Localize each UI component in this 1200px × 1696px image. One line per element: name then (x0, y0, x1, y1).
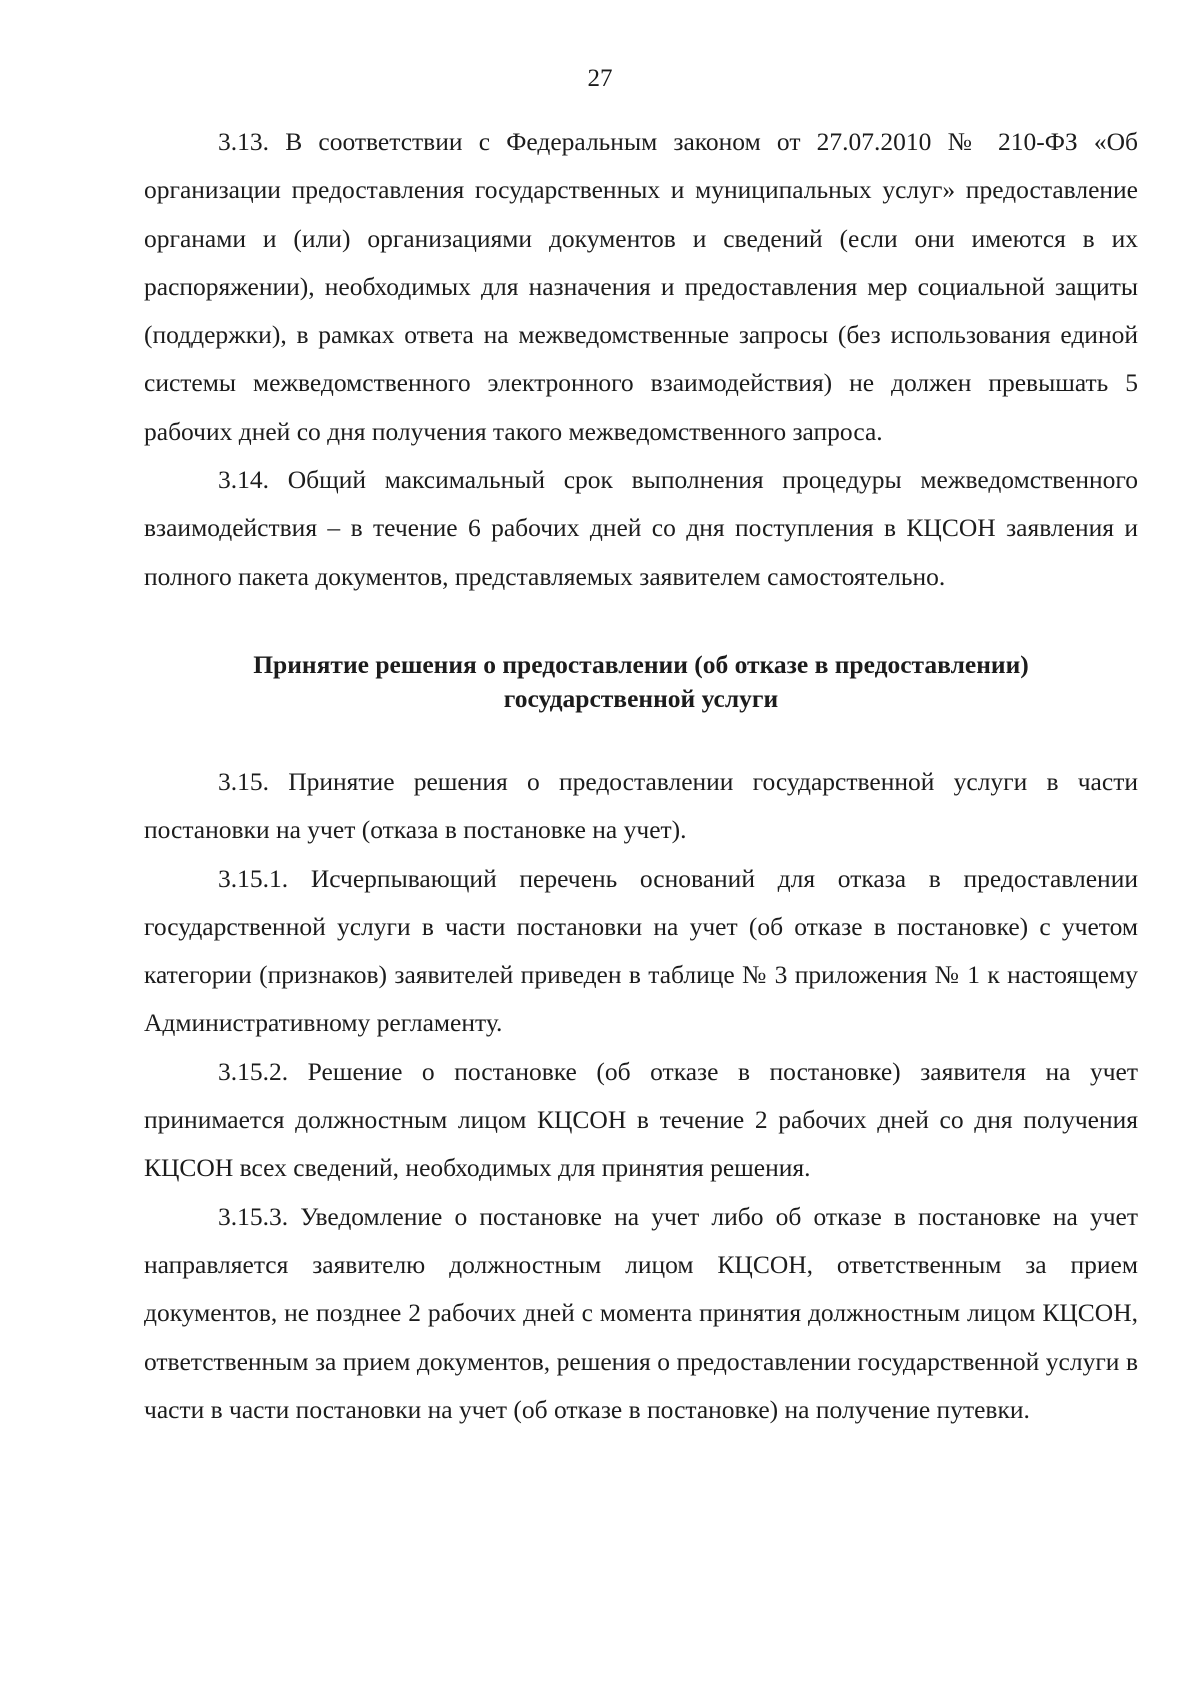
section-heading (144, 648, 1138, 716)
paragraph-3-14: 3.14. Общий максимальный срок выполнения процедуры межведомственного взаимодействия – в течение 6 рабочих дней со дня поступления в КЦСОН заявления и полного пакета документов, представляемых заявителем самостоятельно. (144, 465, 1138, 591)
paragraph-3-15-3: 3.15.3. Уведомление о постановке на учет либо об отказе в постановке на учет направляется заявителю должностным лицом КЦСОН, ответственным за прием документов, не позднее 2 рабочих дней с момента принятия должностным лицом КЦСОН, ответственным за прием документов, решения о предоставлении государственной услуги в части в части постановки на учет (об отказе в постановке) на получение путевки. (144, 1201, 1138, 1424)
paragraph-3-15: 3.15. Принятие решения о предоставлении государственной услуги в части постановки на учет (отказа в постановке на учет). (144, 766, 1138, 845)
document-body (144, 118, 1138, 1434)
page-number: 27 (587, 65, 613, 92)
paragraph-3-15-2: 3.15.2. Решение о постановке (об отказе в постановке) заявителя на учет принимается должностным лицом КЦСОН в течение 2 рабочих дней со дня получения КЦСОН всех сведений, необходимых для принятия решения. (144, 1056, 1138, 1183)
paragraph-3-13: 3.13. В соответствии с Федеральным законом от 27.07.2010 № 210-ФЗ «Об организации предоставления государственных и муниципальных услуг» предоставление органами и (или) организациями документов и сведений (если они имеются в их распоряжении), необходимых для назначения и предоставления мер социальной защиты (поддержки), в рамках ответа на межведомственные запросы (без использования единой системы межведомственного электронного взаимодействия) не должен превышать 5 рабочих дней со дня получения такого межведомственного запроса. (144, 127, 1138, 446)
section-heading-line-1: Принятие решения о предоставлении (об отказе в предоставлении) (253, 649, 1029, 679)
section-heading-line-2: государственной услуги (503, 683, 779, 713)
paragraph-3-15-1: 3.15.1. Исчерпывающий перечень оснований для отказа в предоставлении государственной услуги в части постановки на учет (об отказе в постановке) с учетом категории (признаков) заявителей приведен в таблице № 3 приложения № 1 к настоящему Административному регламенту. (144, 863, 1138, 1038)
